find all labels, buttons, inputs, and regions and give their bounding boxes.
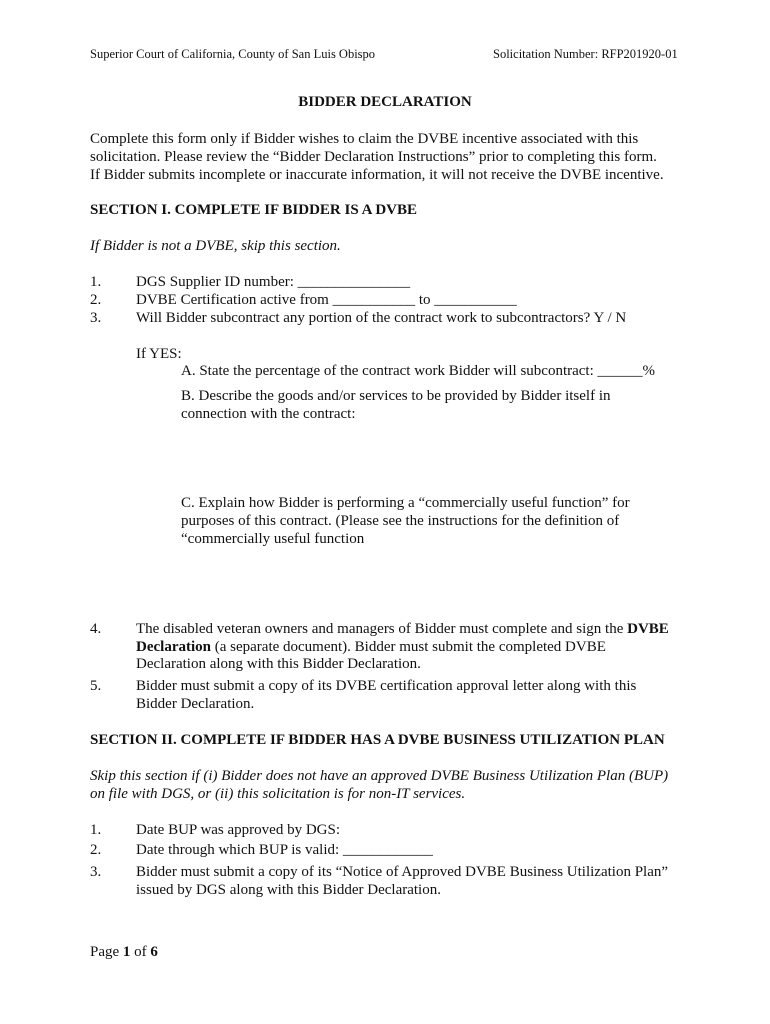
declaration-bold-text: Declaration [136,639,211,655]
s2-item2-number: 2. [90,842,102,858]
s1-item4-line-1 [136,620,669,638]
s1-item5-line-1: Bidder must submit a copy of its DVBE certification approval letter along with this [136,678,637,694]
s1-item4-line-2 [136,638,606,656]
sub-a-percentage: A. State the percentage of the contract work Bidder will subcontract: ______% [181,363,656,379]
page-title: BIDDER DECLARATION [298,94,472,110]
s1-item4-number: 4. [90,621,102,637]
s1-item4-line-1-text: The disabled veteran owners and managers of Bidder must complete and sign the [136,621,628,637]
section1-heading: SECTION I. COMPLETE IF BIDDER IS A DVBE [90,202,418,218]
s2-item3-number: 3. [90,864,102,880]
s1-item5-line-2: Bidder Declaration. [136,696,255,712]
header-court: Superior Court of California, County of San Luis Obispo [90,47,376,61]
page-word: Page [90,944,123,960]
s2-item3-line-1: Bidder must submit a copy of its “Notice of Approved DVBE Business Utilization Plan” [136,864,669,880]
intro-line-1: Complete this form only if Bidder wishes to claim the DVBE incentive associated with this [90,131,639,147]
s1-item4-line-2-text: (a separate document). Bidder must submit the completed DVBE [210,639,606,655]
sub-c-line-1: C. Explain how Bidder is performing a “commercially useful function” for [181,495,630,511]
page-number [90,943,158,961]
dvbe-bold-text: DVBE [627,621,669,637]
if-yes-label: If YES: [136,346,182,362]
intro-line-3: If Bidder submits incomplete or inaccurate information, it will not receive the DVBE incentive. [90,167,664,183]
intro-line-2: solicitation. Please review the “Bidder Declaration Instructions” prior to completing this form. [90,149,657,165]
sub-b-line-1: B. Describe the goods and/or services to be provided by Bidder itself in [181,388,611,404]
s1-item3-subcontract-question: Will Bidder subcontract any portion of the contract work to subcontractors? Y / N [136,310,627,326]
s2-item3-line-2: issued by DGS along with this Bidder Declaration. [136,882,441,898]
sub-c-line-3: “commercially useful function [181,531,365,547]
s1-item5-number: 5. [90,678,102,694]
section2-note-line-1: Skip this section if (i) Bidder does not have an approved DVBE Business Utilization Plan (BUP) [90,768,669,784]
section1-note: If Bidder is not a DVBE, skip this section. [90,238,341,254]
s2-item1-bup-approved-date: Date BUP was approved by DGS: [136,822,341,838]
s1-item1-supplier-id: DGS Supplier ID number: _______________ [136,274,411,290]
s2-item1-number: 1. [90,822,102,838]
s1-item2-certification-dates: DVBE Certification active from ___________ to ___________ [136,292,517,308]
s1-item2-number: 2. [90,292,102,308]
header-solicitation-number: Solicitation Number: RFP201920-01 [493,47,678,61]
s1-item1-number: 1. [90,274,102,290]
s2-item2-bup-valid-date: Date through which BUP is valid: ____________ [136,842,433,858]
total-pages: 6 [150,944,158,960]
section2-heading: SECTION II. COMPLETE IF BIDDER HAS A DVBE BUSINESS UTILIZATION PLAN [90,732,665,748]
of-word: of [130,944,151,960]
s1-item4-line-3: Declaration along with this Bidder Declaration. [136,656,421,672]
current-page: 1 [122,944,131,960]
sub-c-line-2: purposes of this contract. (Please see the instructions for the definition of [181,513,620,529]
section2-note-line-2: on file with DGS, or (ii) this solicitation is for non-IT services. [90,786,466,802]
sub-b-line-2: connection with the contract: [181,406,356,422]
s1-item3-number: 3. [90,310,102,326]
